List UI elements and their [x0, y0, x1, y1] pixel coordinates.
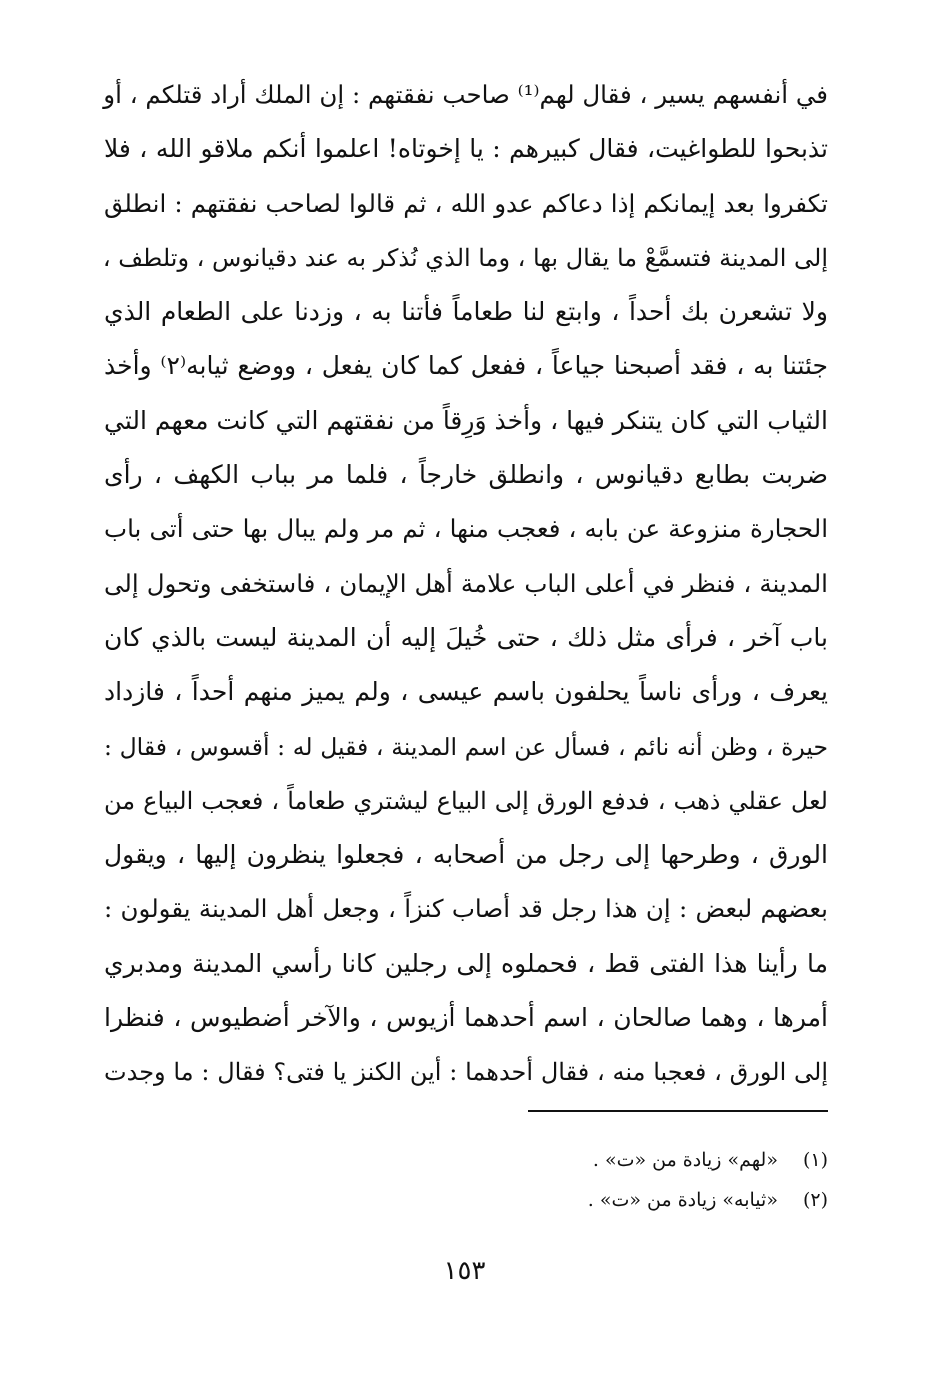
- text-line: حيرة ، وظن أنه نائم ، فسأل عن اسم المدينة ، فقيل له : أقسوس ، فقال :: [104, 732, 828, 761]
- text-line: في أنفسهم يسير ، فقال لهم⁽¹⁾ صاحب نفقتهم : إن الملك أراد قتلكم ، أو: [103, 80, 828, 109]
- footnote-separator: [528, 1110, 828, 1112]
- footnote-text: «ثيابه» زيادة من «ت» .: [587, 1189, 778, 1211]
- text-line: ما رأينا هذا الفتى قط ، فحملوه إلى رجلين كانا رأسي المدينة ومدبري: [104, 948, 828, 978]
- text-line: إلى الورق ، فعجبا منه ، فقال أحدهما : أين الكنز يا فتى؟ فقال : ما وجدت: [104, 1058, 828, 1087]
- footnote: [420, 1180, 828, 1220]
- footnotes: [420, 1140, 828, 1220]
- text-line: باب آخر ، فرأى مثل ذلك ، حتى خُيلَ إليه أن المدينة ليست بالذي كان: [104, 622, 828, 652]
- footnote-number: (٢): [802, 1189, 828, 1211]
- text-line: المدينة ، فنظر في أعلى الباب علامة أهل الإيمان ، فاستخفى وتحول إلى: [104, 568, 828, 598]
- text-line: يعرف ، ورأى ناساً يحلفون باسم عيسى ، ولم يميز منهم أحداً ، فازداد: [104, 677, 828, 707]
- footnote: [420, 1140, 828, 1180]
- text-line: الحجارة منزوعة عن بابه ، فعجب منها ، ثم مر ولم يبال بها حتى أتى باب: [104, 514, 828, 544]
- footnote-text: «لهم» زيادة من «ت» .: [592, 1149, 778, 1171]
- page-number: ١٥٣: [443, 1256, 486, 1286]
- body-text: [104, 68, 828, 1100]
- text-line: ولا تشعرن بك أحداً ، وابتع لنا طعاماً فأتنا به ، وزدنا على الطعام الذي: [104, 297, 828, 327]
- text-line: تكفروا بعد إيمانكم إذا دعاكم عدو الله ، ثم قالوا لصاحب نفقتهم : انطلق: [104, 188, 828, 218]
- footnote-number: (١): [802, 1149, 828, 1171]
- text-line: الورق ، وطرحها إلى رجل من أصحابه ، فجعلوا ينظرون إليها ، ويقول: [104, 840, 828, 870]
- text-line: إلى المدينة فتسمَّعْ ما يقال بها ، وما الذي نُذكر به عند دقيانوس ، وتلطف ،: [102, 243, 828, 272]
- text-line: تذبحوا للطواغيت، فقال كبيرهم : يا إخوتاه! اعلموا أنكم ملاقو الله ، فلا: [104, 134, 828, 164]
- text-line: لعل عقلي ذهب ، فدفع الورق إلى البياع ليشتري طعاماً ، فعجب البياع من: [104, 786, 828, 815]
- text-line: جئتنا به ، فقد أصبحنا جياعاً ، ففعل كما كان يفعل ، ووضع ثيابه⁽٢⁾ وأخذ: [104, 351, 828, 381]
- text-line: الثياب التي كان يتنكر فيها ، وأخذ وَرِقاً من نفقتهم التي كانت معهم التي: [104, 405, 828, 435]
- text-line: أمرها ، وهما صالحان ، اسم أحدهما أزيوس ، والآخر أضطيوس ، فنظرا: [104, 1003, 828, 1033]
- text-line: بعضهم لبعض : إن هذا رجل قد أصاب كنزاً ، وجعل أهل المدينة يقولون :: [104, 894, 828, 924]
- text-line: ضربت بطابع دقيانوس ، وانطلق خارجاً ، فلما مر بباب الكهف ، رأى: [104, 460, 828, 490]
